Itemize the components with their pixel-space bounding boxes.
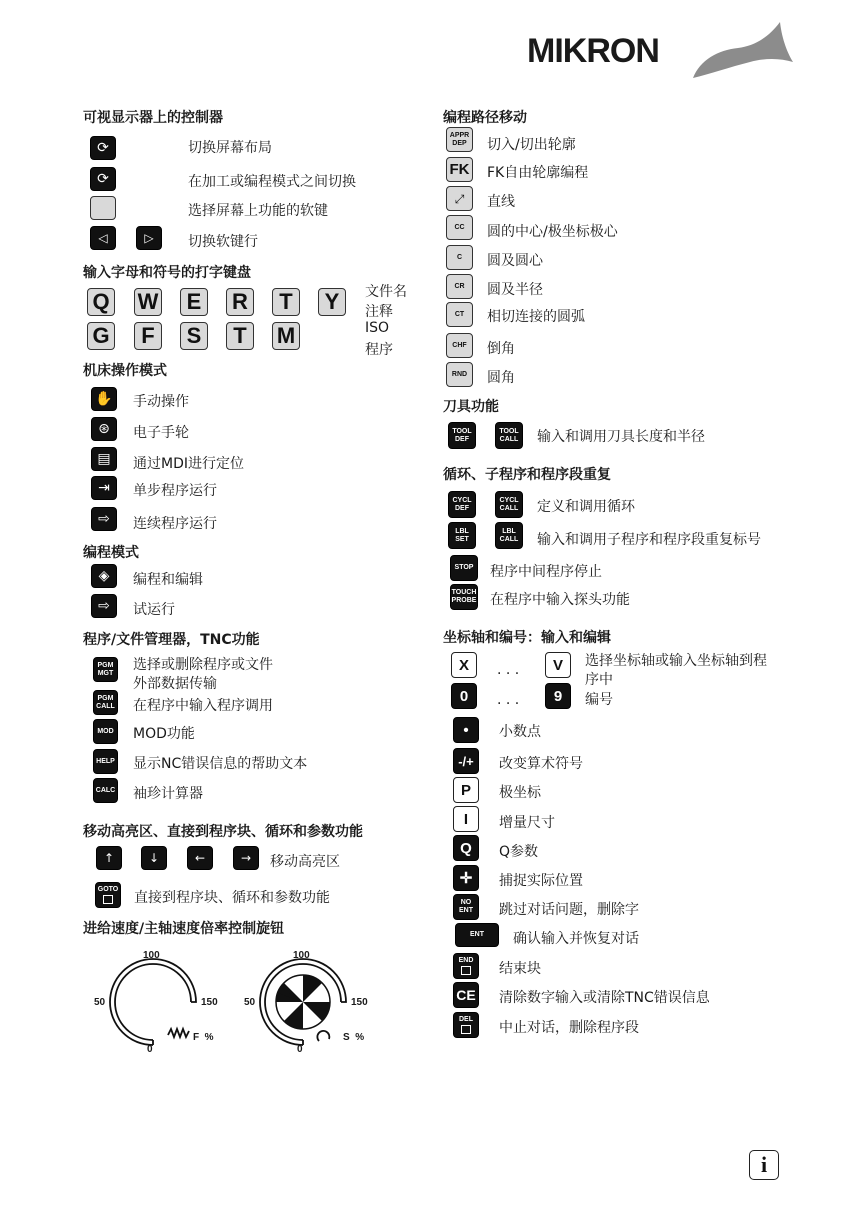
polar-key[interactable]: P [453, 777, 479, 803]
keyboard-desc: ISO [365, 320, 390, 336]
override-heading: 进给速度/主轴速度倍率控制旋钮 [83, 921, 285, 937]
actual-position-key[interactable]: ✛ [453, 865, 479, 891]
arrow-left-key[interactable] [187, 846, 213, 870]
key-g[interactable]: G [87, 322, 115, 350]
pgm-mgt-key[interactable]: PGM MGT [93, 657, 118, 682]
softkey-row-left-key[interactable] [90, 226, 116, 250]
rounding-key[interactable]: RND [446, 362, 473, 387]
axes-item-text: 中止对话，删除程序段 [499, 1020, 639, 1036]
circle-cr-key[interactable]: CR [446, 274, 473, 299]
axes-item-text: 改变算术符号 [499, 756, 583, 772]
chamfer-key[interactable]: CHF [446, 333, 473, 358]
axis-x-key[interactable]: X [451, 652, 477, 678]
axes-item-text: Q参数 [499, 844, 539, 860]
cycles-item-text: 在程序中输入探头功能 [490, 592, 630, 608]
cycles-item-text: 程序中间程序停止 [490, 564, 602, 580]
path-item-text: 相切连接的圆弧 [487, 309, 585, 325]
axes-item-text: 结束块 [499, 961, 541, 977]
mdi-key[interactable] [91, 447, 117, 471]
cycl-def-key[interactable]: CYCL DEF [448, 491, 476, 518]
screen-item-text: 切换软键行 [188, 234, 258, 250]
machine-mode-heading: 机床操作模式 [83, 363, 167, 379]
cycles-item-text: 定义和调用循环 [537, 499, 635, 515]
path-item-text: 圆及半径 [487, 282, 543, 298]
arrow-down-key[interactable] [141, 846, 167, 870]
cycl-call-key[interactable]: CYCL CALL [495, 491, 523, 518]
path-item-text: 圆及圆心 [487, 253, 543, 269]
program-mode-text: 试运行 [133, 602, 175, 618]
file-item-text: MOD功能 [133, 726, 195, 742]
help-key[interactable]: HELP [93, 749, 118, 774]
machine-mode-text: 单步程序运行 [133, 483, 217, 499]
cycles-item-text: 输入和调用子程序和程序段重复标号 [537, 532, 761, 548]
handwheel-key[interactable] [91, 417, 117, 441]
tool-def-key[interactable]: TOOL DEF [448, 422, 476, 449]
axes-item-text: 捕捉实际位置 [499, 873, 583, 889]
axes-item-text: 小数点 [499, 724, 541, 740]
arrow-up-icon: ↑ [103, 851, 115, 865]
axes-item-text: 增量尺寸 [499, 815, 555, 831]
digit-9-key[interactable]: 9 [545, 683, 571, 709]
key-t[interactable]: T [272, 288, 300, 316]
single-block-key[interactable] [91, 476, 117, 500]
cursor-heading: 移动高亮区、直接到程序块、循环和参数功能 [83, 824, 363, 840]
stop-key[interactable]: STOP [450, 555, 478, 581]
q-parameter-key[interactable]: Q [453, 835, 479, 861]
machine-mode-text: 手动操作 [133, 394, 189, 410]
file-item-text: 外部数据传输 [133, 676, 217, 692]
path-item-text: 切入/切出轮廓 [487, 137, 576, 153]
file-manager-heading: 程序/文件管理器，TNC功能 [83, 632, 260, 648]
feed-scale-top: 100 [143, 950, 160, 961]
keyboard-desc: 程序 [365, 342, 393, 358]
ellipsis-text: . . . [497, 692, 520, 708]
appr-dep-key[interactable]: APPR DEP [446, 127, 473, 152]
axes-item-text: 清除数字输入或清除TNC错误信息 [499, 990, 710, 1006]
calc-key[interactable]: CALC [93, 778, 118, 803]
ellipsis-text: . . . [497, 662, 520, 678]
key-w[interactable]: W [134, 288, 162, 316]
keyboard-desc: 注释 [365, 304, 393, 320]
screen-item-text: 在加工或编程模式之间切换 [188, 174, 356, 190]
file-item-text: 选择或删除程序或文件 [133, 657, 273, 673]
decimal-point-key[interactable]: • [453, 717, 479, 743]
no-ent-key[interactable]: NO ENT [453, 894, 479, 920]
circle-ct-key[interactable]: CT [446, 302, 473, 327]
screen-item-text: 切换屏幕布局 [188, 140, 272, 156]
path-item-text: FK自由轮廓编程 [487, 165, 589, 181]
screen-heading: 可视显示器上的控制器 [83, 110, 223, 126]
cursor-item-text: 直接到程序块、循环和参数功能 [134, 890, 330, 906]
axes-item-text: 极坐标 [499, 785, 541, 801]
path-item-text: 直线 [487, 194, 515, 210]
cycle-arrows-icon: ⟳ [97, 171, 109, 187]
mod-key[interactable]: MOD [93, 719, 118, 744]
machine-mode-text: 电子手轮 [133, 425, 189, 441]
run-arrow-icon: ⇨ [98, 511, 110, 527]
key-f[interactable]: F [134, 322, 162, 350]
key-y[interactable]: Y [318, 288, 346, 316]
ent-key[interactable]: ENT [455, 923, 499, 947]
lbl-set-key[interactable]: LBL SET [448, 522, 476, 549]
cycle-arrows-icon: ⟳ [97, 140, 109, 156]
touch-probe-key[interactable]: TOUCH PROBE [450, 584, 478, 610]
spindle-label: S % [343, 1032, 365, 1043]
spindle-scale-bottom: 0 [297, 1044, 303, 1055]
mikron-logo: MIKRON [527, 32, 659, 70]
feed-scale-right: 150 [201, 997, 218, 1008]
key-t2[interactable]: T [226, 322, 254, 350]
path-item-text: 圆的中心/极坐标极心 [487, 224, 618, 240]
axes-item-text: 编号 [585, 692, 613, 708]
test-run-key[interactable] [91, 594, 117, 618]
hand-icon: ✋ [95, 391, 113, 407]
triangle-left-icon: ◁ [98, 231, 108, 245]
square-icon [103, 895, 113, 904]
tool-item-text: 输入和调用刀具长度和半径 [537, 429, 705, 445]
feed-scale-bottom: 0 [147, 1044, 153, 1055]
keyboard-heading: 输入字母和符号的打字键盘 [83, 265, 251, 281]
edit-diamond-icon: ◈ [98, 568, 110, 584]
line-path-icon: ⤢ [454, 191, 465, 206]
cursor-item-text: 移动高亮区 [270, 854, 340, 870]
path-heading: 编程路径移动 [443, 110, 527, 126]
incremental-key[interactable]: I [453, 806, 479, 832]
goto-key[interactable] [95, 882, 121, 908]
circle-c-key[interactable]: C [446, 245, 473, 270]
axes-heading: 坐标轴和编号：输入和编辑 [443, 630, 611, 646]
machine-mode-text: 通过MDI进行定位 [133, 456, 244, 472]
path-item-text: 圆角 [487, 370, 515, 386]
path-item-text: 倒角 [487, 341, 515, 357]
program-mode-heading: 编程模式 [83, 545, 139, 561]
mikron-logo-swoosh [690, 20, 795, 82]
mdi-icon: ▤ [97, 451, 111, 467]
clear-entry-key[interactable]: CE [453, 982, 479, 1008]
test-run-icon: ⇨ [98, 598, 110, 614]
axes-item-text: 跳过对话问题，删除字 [499, 902, 639, 918]
handwheel-icon: ⊛ [98, 421, 110, 437]
manual-mode-key[interactable] [91, 387, 117, 411]
arrow-right-key[interactable] [233, 846, 259, 870]
arrow-up-key[interactable] [96, 846, 122, 870]
axes-item-text: 选择坐标轴或输入坐标轴到程 [585, 653, 767, 669]
program-edit-key[interactable] [91, 564, 117, 588]
tool-call-key[interactable]: TOOL CALL [495, 422, 523, 449]
fk-key[interactable]: FK [446, 157, 473, 182]
square-icon [461, 1025, 471, 1034]
spindle-scale-top: 100 [293, 950, 310, 961]
lbl-call-key[interactable]: LBL CALL [495, 522, 523, 549]
single-block-icon: ⇥ [98, 480, 110, 496]
key-q[interactable]: Q [87, 288, 115, 316]
layout-switch-key[interactable] [90, 136, 116, 160]
square-icon [461, 966, 471, 975]
triangle-right-icon: ▷ [144, 231, 154, 245]
end-key-label: END [458, 957, 474, 964]
screen-item-text: 选择屏幕上功能的软键 [188, 203, 328, 219]
machine-mode-text: 连续程序运行 [133, 516, 217, 532]
feed-scale-left: 50 [94, 997, 106, 1008]
key-s[interactable]: S [180, 322, 208, 350]
arrow-down-icon: ↓ [148, 851, 160, 865]
full-sequence-key[interactable] [91, 507, 117, 531]
info-key[interactable]: i [749, 1150, 779, 1180]
key-e[interactable]: E [180, 288, 208, 316]
del-key-label: DEL [459, 1016, 473, 1023]
tool-heading: 刀具功能 [443, 399, 499, 415]
axis-v-key[interactable]: V [545, 652, 571, 678]
program-mode-text: 编程和编辑 [133, 572, 203, 588]
spindle-scale-right: 150 [351, 997, 368, 1008]
cycles-heading: 循环、子程序和程序段重复 [443, 467, 611, 483]
line-key[interactable] [446, 186, 473, 211]
end-key[interactable] [453, 953, 479, 979]
goto-key-label: GOTO [97, 886, 119, 893]
softkey-row-right-key[interactable] [136, 226, 162, 250]
pgm-call-key[interactable]: PGM CALL [93, 690, 118, 715]
axes-item-text: 确认输入并恢复对话 [513, 931, 639, 947]
spindle-scale-left: 50 [244, 997, 256, 1008]
key-r[interactable]: R [226, 288, 254, 316]
softkey-blank[interactable] [90, 196, 116, 220]
file-item-text: 在程序中输入程序调用 [133, 698, 273, 714]
cc-key[interactable]: CC [446, 215, 473, 240]
sign-change-key[interactable]: -/+ [453, 748, 479, 774]
keyboard-desc: 文件名 [365, 284, 407, 300]
digit-0-key[interactable]: 0 [451, 683, 477, 709]
key-m[interactable]: M [272, 322, 300, 350]
arrow-right-icon: → [240, 851, 252, 865]
mode-switch-key[interactable] [90, 167, 116, 191]
del-key[interactable] [453, 1012, 479, 1038]
arrow-left-icon: ← [194, 851, 206, 865]
feed-label: F % [193, 1032, 214, 1043]
file-item-text: 显示NC错误信息的帮助文本 [133, 756, 308, 772]
axes-item-text: 序中 [585, 672, 613, 688]
file-item-text: 袖珍计算器 [133, 786, 203, 802]
